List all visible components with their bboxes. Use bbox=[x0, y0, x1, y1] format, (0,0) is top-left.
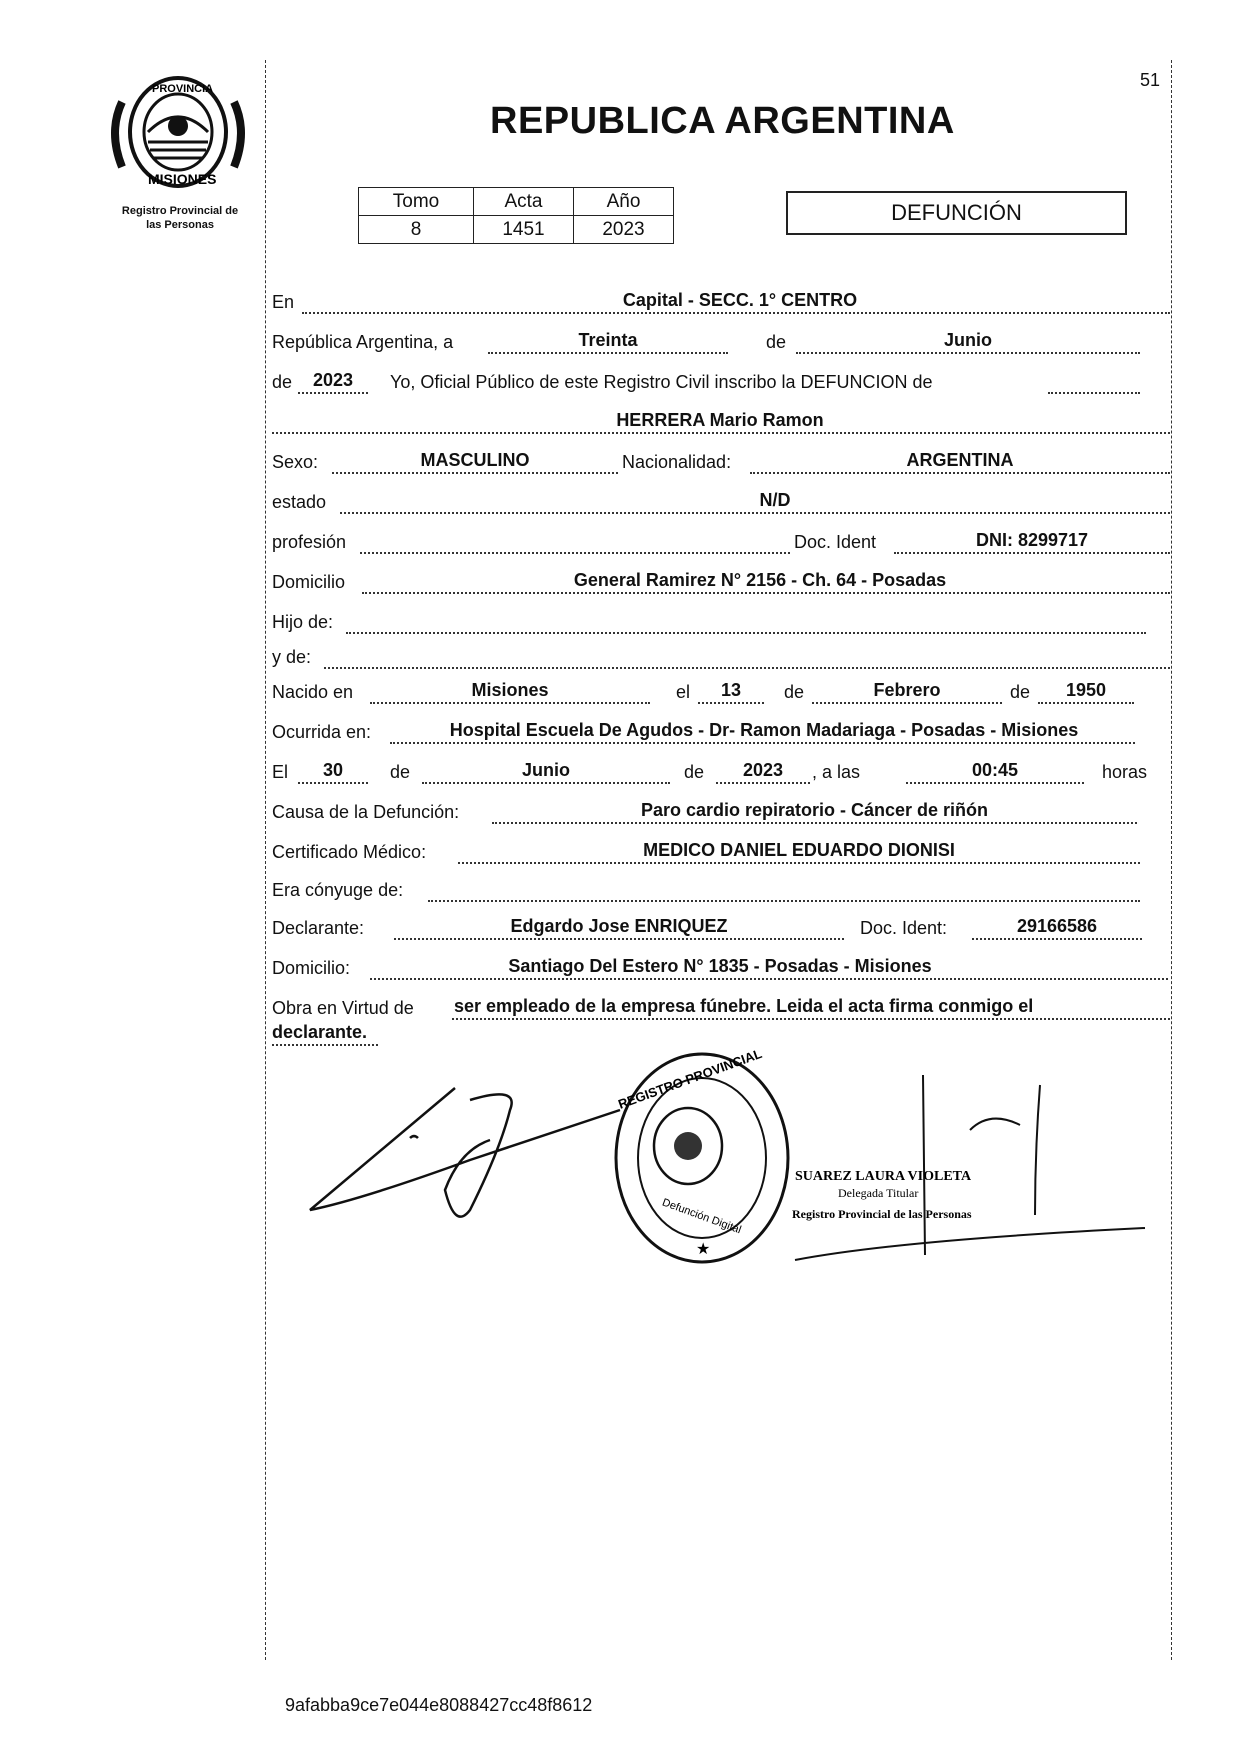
row-declarante bbox=[270, 914, 1170, 944]
estado: N/D bbox=[759, 490, 791, 510]
svg-text:REGISTRO PROVINCIAL: REGISTRO PROVINCIAL bbox=[616, 1045, 764, 1112]
domicilio-label: Domicilio bbox=[272, 572, 346, 592]
domicilio2: Santiago Del Estero N° 1835 - Posadas - Misiones bbox=[508, 956, 932, 976]
de3-label: de bbox=[784, 682, 805, 702]
obra-text1: ser empleado de la empresa fúnebre. Leida el acta firma conmigo el bbox=[454, 996, 1034, 1016]
right-margin-line bbox=[1171, 60, 1172, 1660]
nacido-dia: 13 bbox=[720, 680, 742, 700]
nacionalidad-label: Nacionalidad: bbox=[622, 452, 732, 472]
declarante-doc: 29166586 bbox=[1016, 916, 1098, 936]
yde-label: y de: bbox=[272, 647, 312, 667]
de6-label: de bbox=[684, 762, 705, 782]
causa-label: Causa de la Defunción: bbox=[272, 802, 460, 822]
row-certificado bbox=[270, 838, 1170, 868]
certificado-label: Certificado Médico: bbox=[272, 842, 427, 862]
row-estado bbox=[270, 488, 1170, 518]
de-label: de bbox=[766, 332, 787, 352]
row-obra-2 bbox=[270, 1020, 1170, 1050]
seal-caption-line2: las Personas bbox=[146, 219, 214, 231]
tomo-label: Tomo bbox=[359, 188, 474, 216]
record-table bbox=[358, 187, 674, 244]
svg-text:Defunción Digital: Defunción Digital bbox=[660, 1196, 743, 1237]
de2-label: de bbox=[272, 372, 293, 392]
row-nacido bbox=[270, 678, 1170, 708]
svg-text:★: ★ bbox=[696, 1241, 711, 1258]
hijo-label: Hijo de: bbox=[272, 612, 334, 632]
doc-ident2-label: Doc. Ident: bbox=[860, 918, 948, 938]
seal-caption-line1: Registro Provincial de bbox=[121, 205, 239, 217]
seal-caption bbox=[90, 204, 270, 232]
officer-org: Registro Provincial de las Personas bbox=[792, 1207, 972, 1221]
nacionalidad: ARGENTINA bbox=[906, 450, 1014, 470]
page-title: REPUBLICA ARGENTINA bbox=[490, 100, 955, 142]
de5-label: de bbox=[390, 762, 411, 782]
row-oficial bbox=[270, 368, 1170, 398]
def-anio: 2023 bbox=[742, 760, 784, 780]
row-domicilio-declarante bbox=[270, 954, 1170, 984]
record-type-box: DEFUNCIÓN bbox=[786, 191, 1127, 235]
dni: DNI: 8299717 bbox=[975, 530, 1089, 550]
row-en bbox=[270, 288, 1170, 318]
svg-text:MISIONES: MISIONES bbox=[148, 171, 217, 187]
page-number: 51 bbox=[1140, 70, 1161, 90]
officer-role: Delegada Titular bbox=[838, 1186, 919, 1200]
row-hijo bbox=[270, 608, 1170, 638]
domicilio: General Ramirez N° 2156 - Ch. 64 - Posadas bbox=[573, 570, 947, 590]
anio-inscripcion: 2023 bbox=[312, 370, 354, 390]
sexo-label: Sexo: bbox=[272, 452, 319, 472]
ocurrida: Hospital Escuela De Agudos - Dr- Ramon Madariaga - Posadas - Misiones bbox=[449, 720, 1079, 740]
certificado: MEDICO DANIEL EDUARDO DIONISI bbox=[643, 840, 955, 860]
def-mes: Junio bbox=[522, 760, 570, 780]
domicilio2-label: Domicilio: bbox=[272, 958, 351, 978]
row-sexo bbox=[270, 448, 1170, 478]
official-stamp bbox=[616, 1046, 788, 1262]
row-domicilio bbox=[270, 568, 1170, 598]
alas-label: , a las bbox=[812, 762, 861, 782]
mes: Junio bbox=[944, 330, 992, 350]
anio-label: Año bbox=[574, 188, 674, 216]
row-fecha bbox=[270, 328, 1170, 358]
oficial-text: Yo, Oficial Público de este Registro Civil inscribo la DEFUNCION de bbox=[390, 372, 933, 392]
conyuge-label: Era cónyuge de: bbox=[272, 880, 404, 900]
left-margin-line bbox=[265, 60, 266, 1660]
svg-text:PROVINCIA: PROVINCIA bbox=[152, 83, 214, 95]
tomo-value: 8 bbox=[359, 216, 474, 244]
row-profesion bbox=[270, 528, 1170, 558]
officer-name: SUAREZ LAURA VIOLETA bbox=[795, 1169, 972, 1184]
def-dia: 30 bbox=[322, 760, 344, 780]
republica-label: República Argentina, a bbox=[272, 332, 454, 352]
declarant-signature bbox=[310, 1088, 620, 1217]
dia-texto: Treinta bbox=[578, 330, 638, 350]
causa: Paro cardio repiratorio - Cáncer de riñón bbox=[640, 800, 989, 820]
en-label: En bbox=[272, 292, 295, 312]
sexo: MASCULINO bbox=[420, 450, 530, 470]
nombre: HERRERA Mario Ramon bbox=[616, 410, 824, 430]
obra-text2: declarante. bbox=[272, 1022, 368, 1042]
row-causa bbox=[270, 798, 1170, 828]
officer-signature bbox=[795, 1075, 1145, 1260]
nacido-label: Nacido en bbox=[272, 682, 354, 702]
en-value: Capital - SECC. 1° CENTRO bbox=[622, 290, 858, 310]
nacido-lugar: Misiones bbox=[471, 680, 549, 700]
horas-label: horas bbox=[1102, 762, 1148, 782]
def-hora: 00:45 bbox=[971, 760, 1019, 780]
nacido-anio: 1950 bbox=[1065, 680, 1107, 700]
doc-ident-label: Doc. Ident bbox=[794, 532, 877, 552]
row-nombre bbox=[270, 408, 1170, 438]
row-ocurrida bbox=[270, 718, 1170, 748]
obra-label: Obra en Virtud de bbox=[272, 998, 414, 1018]
estado-label: estado bbox=[272, 492, 327, 512]
profesion-label: profesión bbox=[272, 532, 347, 552]
declarante-label: Declarante: bbox=[272, 918, 365, 938]
el-label: el bbox=[676, 682, 691, 702]
row-defuncion-fecha bbox=[270, 758, 1170, 788]
nacido-mes: Febrero bbox=[873, 680, 941, 700]
row-conyuge bbox=[270, 876, 1170, 906]
acta-label: Acta bbox=[474, 188, 574, 216]
de4-label: de bbox=[1010, 682, 1031, 702]
ocurrida-label: Ocurrida en: bbox=[272, 722, 372, 742]
row-yde bbox=[270, 643, 1170, 673]
el2-label: El bbox=[272, 762, 289, 782]
acta-value: 1451 bbox=[474, 216, 574, 244]
declarante: Edgardo Jose ENRIQUEZ bbox=[510, 916, 728, 936]
document-hash: 9afabba9ce7e044e8088427cc48f8612 bbox=[285, 1695, 593, 1715]
anio-value: 2023 bbox=[574, 216, 674, 244]
